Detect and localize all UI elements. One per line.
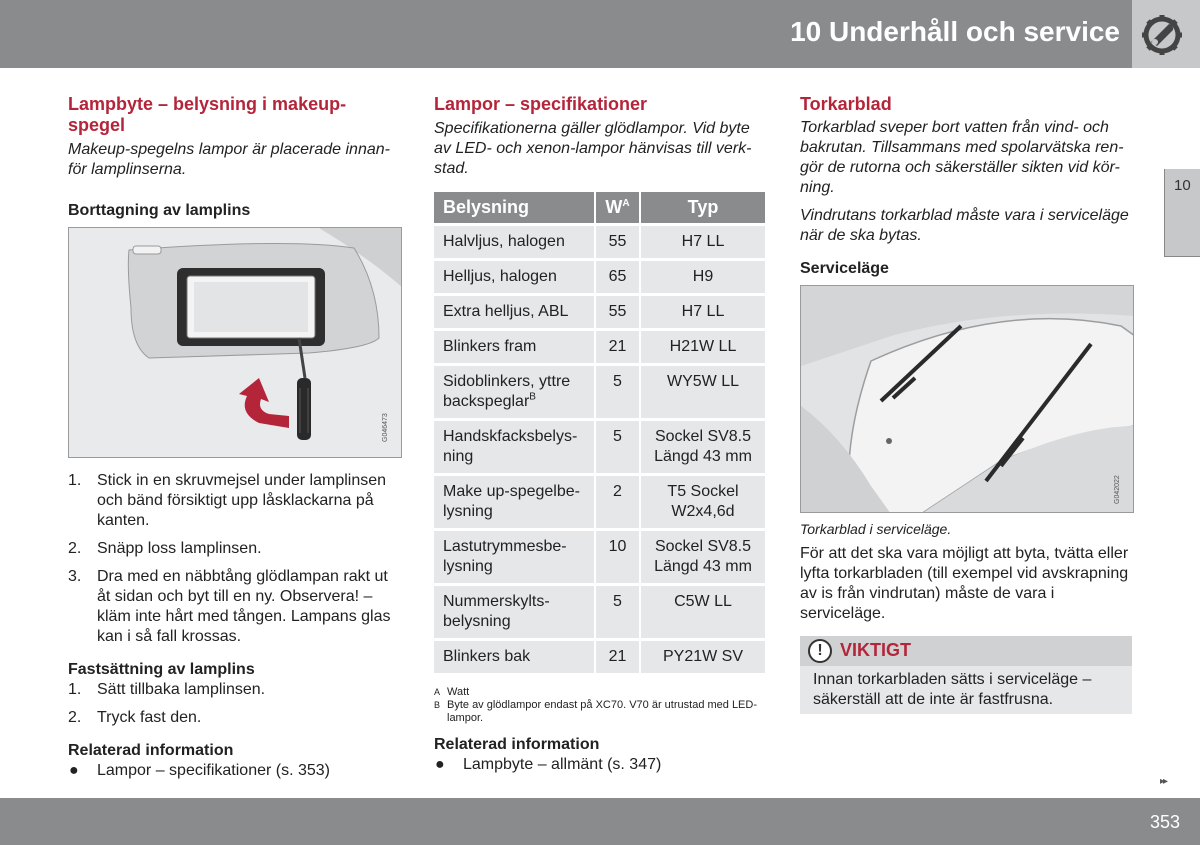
related-heading: Relaterad information — [434, 736, 600, 753]
notice-label: VIKTIGT — [840, 640, 911, 660]
table-row — [434, 586, 765, 641]
chapter-side-tab — [1164, 169, 1200, 257]
related-link[interactable]: ● Lampbyte – allmänt (s. 347) — [435, 756, 662, 773]
related-list — [68, 761, 398, 781]
wiper-illustration — [800, 285, 1134, 513]
mount-heading: Fastsättning av lamplins — [68, 661, 255, 678]
cell-watt: 10 — [596, 531, 641, 586]
table-header-row — [434, 192, 765, 226]
cell-belysning: Make up-spegelbe-lysning — [434, 476, 596, 531]
cell-typ: H21W LL — [641, 331, 765, 366]
section-intro-wipers: Torkarblad sveper bort vatten från vind- och bakrutan. Tillsammans med spolarvätska ren-gör de rutorna och säkerställer sikten vid kör-ning. — [800, 119, 1124, 196]
table-row — [434, 421, 765, 476]
cell-watt: 21 — [596, 331, 641, 366]
cell-belysning: Sidoblinkers, yttre backspeglar$^B$ — [434, 366, 596, 421]
cell-typ: Sockel SV8.5 Längd 43 mm — [641, 421, 765, 476]
list-item: 2. Tryck fast den. — [68, 709, 202, 726]
list-item: 1. Stick in en skruvmejsel under lamplinsen och bänd försiktigt upp låsklackarna på kanten. — [68, 472, 387, 529]
cell-belysning: Lastutrymmesbe-lysning — [434, 531, 596, 586]
cell-belysning: Nummerskylts-belysning — [434, 586, 596, 641]
cell-typ: Sockel SV8.5 Längd 43 mm — [641, 531, 765, 586]
page-header — [0, 0, 1200, 68]
cell-watt: 5 — [596, 421, 641, 476]
col-header-belysning: Belysning — [434, 192, 596, 226]
table-row — [434, 641, 765, 676]
related-link[interactable]: ● Lampor – specifikationer (s. 353) — [69, 762, 330, 779]
chapter-title: 10 Underhåll och service — [790, 16, 1120, 47]
table-row — [434, 261, 765, 296]
figure-code: G042022 — [1114, 475, 1121, 504]
removal-heading: Borttagning av lamplins — [68, 202, 251, 219]
section-heading-wipers: Torkarblad — [800, 94, 892, 114]
list-item: 2. Snäpp loss lamplinsen. — [68, 540, 262, 557]
cell-watt: 55 — [596, 226, 641, 261]
related-heading: Relaterad information — [68, 742, 234, 759]
cell-typ: H7 LL — [641, 226, 765, 261]
cell-belysning: Blinkers bak — [434, 641, 596, 676]
table-row — [434, 476, 765, 531]
footnotes — [434, 686, 765, 725]
cell-belysning: Halvljus, halogen — [434, 226, 596, 261]
table-row — [434, 531, 765, 586]
figure-code: G046473 — [382, 413, 389, 442]
cell-watt: 55 — [596, 296, 641, 331]
column-lamp-specs — [434, 94, 765, 775]
sun-visor-illustration — [68, 227, 402, 458]
cell-typ: H7 LL — [641, 296, 765, 331]
table-row — [434, 226, 765, 261]
exclamation-icon: ! — [808, 639, 832, 663]
col-header-typ: Typ — [641, 192, 765, 226]
body-text: För att det ska vara möjligt att byta, tvätta eller lyfta torkarbladen (till exempel vid avskrapning av is från vindrutan) måste de vara i serviceläge. — [800, 545, 1129, 622]
cell-typ: WY5W LL — [641, 366, 765, 421]
side-tab-label: 10 — [1174, 177, 1191, 194]
column-makeup-mirror — [68, 94, 398, 781]
cell-typ: C5W LL — [641, 586, 765, 641]
important-notice — [800, 636, 1132, 714]
figure-caption: Torkarblad i serviceläge. — [800, 521, 952, 537]
removal-steps-list — [68, 471, 398, 647]
section-intro-wipers-2: Vindrutans torkarblad måste vara i serviceläge när de ska bytas. — [800, 207, 1129, 244]
section-heading-lamp-specs: Lampor – specifikationer — [434, 94, 648, 114]
table-row — [434, 296, 765, 331]
notice-header — [800, 636, 1132, 666]
footnote: B Byte av glödlampor endast på XC70. V70 är utrustad med LED-lampor. — [434, 699, 758, 724]
cell-belysning: Extra helljus, ABL — [434, 296, 596, 331]
column-wiper-blades — [800, 94, 1134, 624]
lamp-spec-table — [434, 192, 765, 676]
related-list — [434, 755, 765, 775]
section-intro-makeup: Makeup-spegelns lampor är placerade innan-för lamplinserna. — [68, 141, 390, 178]
table-row — [434, 366, 765, 421]
cell-belysning: Blinkers fram — [434, 331, 596, 366]
table-row — [434, 331, 765, 366]
windshield-drawing — [801, 286, 1134, 513]
cell-watt: 65 — [596, 261, 641, 296]
cell-watt: 5 — [596, 366, 641, 421]
continue-arrows: ▸▸ — [1160, 776, 1167, 787]
cell-watt: 2 — [596, 476, 641, 531]
service-heading: Serviceläge — [800, 260, 889, 277]
cell-watt: 21 — [596, 641, 641, 676]
notice-text: Innan torkarbladen sätts i serviceläge – säkerställ att de inte är fastfrusna. — [813, 671, 1092, 708]
sun-visor-drawing — [69, 228, 402, 458]
page-footer — [0, 798, 1200, 845]
list-item: 3. Dra med en näbbtång glödlampan rakt ut åt sidan och byt till en ny. Observera! – kläm inte hårt med tången. Lampans glas kan i så fall krossas. — [68, 568, 391, 645]
col-header-watt: $W^A$ — [596, 192, 641, 226]
footnote: A Watt — [434, 686, 470, 698]
cell-typ: H9 — [641, 261, 765, 296]
section-heading-makeup-mirror: Lampbyte – belysning i makeup-spegel — [68, 94, 347, 135]
chapter-icon-box — [1132, 0, 1200, 68]
page-number: 353 — [1149, 812, 1180, 832]
mount-steps-list — [68, 680, 398, 728]
wrench-gear-icon — [1141, 14, 1183, 56]
cell-watt: 5 — [596, 586, 641, 641]
section-intro-specs: Specifikationerna gäller glödlampor. Vid byte av LED- och xenon-lampor hänvisas till verk-stad. — [434, 120, 752, 177]
cell-belysning: Handskfacksbelys-ning — [434, 421, 596, 476]
list-item: 1. Sätt tillbaka lamplinsen. — [68, 681, 266, 698]
cell-typ: T5 Sockel W2x4,6d — [641, 476, 765, 531]
cell-typ: PY21W SV — [641, 641, 765, 676]
cell-belysning: Helljus, halogen — [434, 261, 596, 296]
